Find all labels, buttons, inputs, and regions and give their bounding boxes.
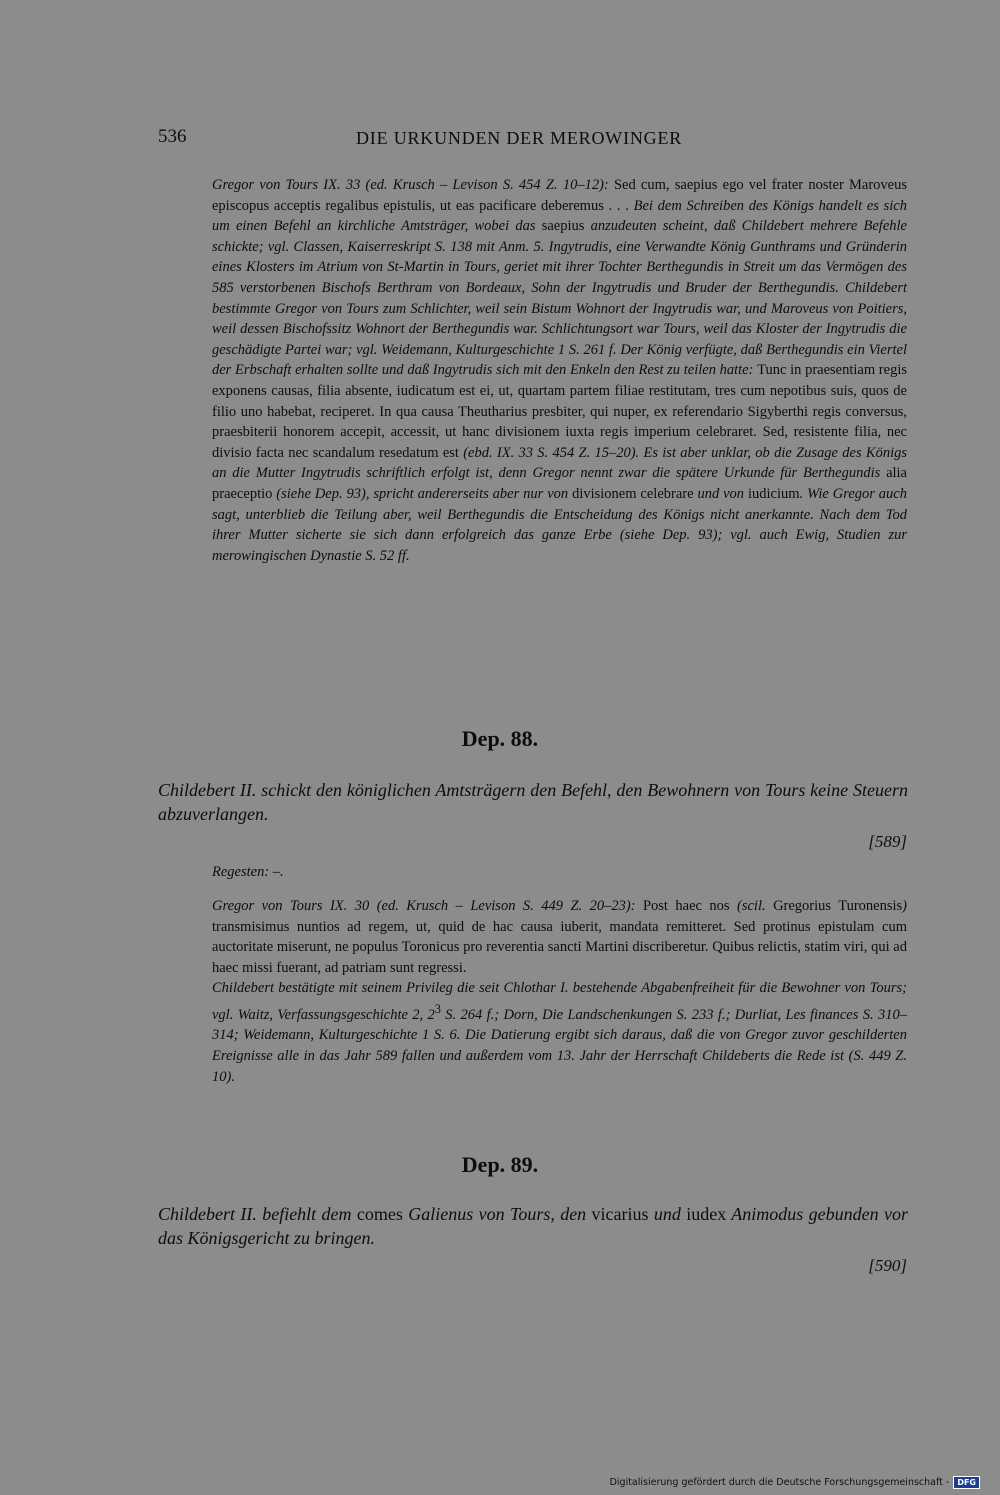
dep89.summary-run: Animodus gebunden vor das Königsgericht zu bringen. (158, 1204, 909, 1248)
running-head: DIE URKUNDEN DER MEROWINGER (356, 128, 683, 148)
dep-88-date: [589] (868, 832, 907, 851)
dep88.commentary-run: transmisimus nuntios ad regem, ut, quid de hac causa iuberit, mandata remitteret. Sed protinus epistulam cum auctoritate miserunt, ne populus Toronicus pro reverentia sancti Martini discriberetur. Quibus relictis, statim viri, qui ad haec missi fuerant, ad patriam sunt regressi. (212, 918, 907, 976)
dep88.commentary-run: 3 (434, 1001, 441, 1016)
dep-88-title: Dep. 88. (461, 726, 539, 751)
footer-text: Digitalisierung gefördert durch die Deutsche Forschungsgemeinschaft - (609, 1477, 950, 1488)
commentary-block-dep88 (212, 896, 907, 1087)
dep89.summary-run: comes (356, 1204, 403, 1224)
top_block-run: divisionem celebrare (572, 485, 694, 502)
dep88.commentary-run: Gregorius Turonensis (773, 898, 903, 914)
top_block-run: Tunc in praesentiam regis exponens causas, filia absente, iudicatum est ei, ut, quartam partem filiae restitutam, tres cum nepotibus suis, quos de filio uno habebat, reciperet. In qua causa Theutharius presbiter, qui nuper, ex referendario Sigyberthi regis conversus, praesbiterii honorem accepit, accessit, ut hanc divisionem iuxta regis imperium celebraret. Sed, resistente filia, nec divisio facta nec scandalum resedatum est (212, 362, 907, 461)
top_block-run: Sed cum, saepius ego vel frater noster Maroveus episcopus acceptis regalibus epistulis, ut eas pacificare deberemus . . . (212, 177, 908, 214)
top_block-run: . Wie Gregor auch sagt, unterblieb die Teilung aber, weil Berthegundis die Entscheidung des Königs nicht anerkannte. Nach dem Tod ihrer Mutter sicherte sie sich dann erfolgreich das ganze Erbe (siehe Dep. 93); vgl. auch Ewig, Studien zur merowingischen Dynastie S. 52 ff. (212, 485, 907, 564)
top_block-run: iudicium (747, 485, 800, 502)
top_block-run: (siehe Dep. 93), spricht andererseits aber nur von (272, 485, 573, 502)
dep89.summary-run: iudex (686, 1204, 727, 1224)
top_block-run: saepius (541, 218, 585, 235)
footer (610, 1476, 980, 1489)
dep88.commentary-run: S. 264 f.; Dorn, Die Landschenkungen S. 233 f.; Durliat, Les finances S. 310–314; Weidemann, Kulturgeschichte 1 S. 6. Die Datierung ergibt sich daraus, daß die von Gregor zuvor geschilderten Ereignisse alle in das Jahr 589 fallen und außerdem vom 13. Jahr der Herrschaft Childeberts die Rede ist (S. 449 Z. 10). (212, 1006, 907, 1085)
dep-89-summary (158, 1202, 908, 1250)
commentary-paragraph (212, 896, 907, 1087)
dfg-logo: DFG (953, 1476, 980, 1489)
commentary-paragraph (212, 175, 907, 566)
dep89.summary-run: Childebert II. befiehlt dem (158, 1204, 357, 1224)
dep88.commentary-run: Post haec nos (642, 898, 738, 914)
dep-88-summary: Childebert II. schickt den königlichen Amtsträgern den Befehl, den Bewohnern von Tours keine Steuern abzuverlangen. (158, 780, 908, 824)
dep-89-date: [590] (868, 1256, 907, 1275)
dep-89-title: Dep. 89. (461, 1152, 539, 1177)
dep88.commentary-run: (scil. (737, 898, 774, 914)
top_block-run: anzudeuten scheint, daß Childebert mehrere Befehle schickte; vgl. Classen, Kaiserreskript S. 138 mit Anm. 5. Ingytrudis, eine Verwandte König Gunthrams und Gründerin eines Klosters im Atrium von St-Martin in Tours, geriet mit ihrer Tochter Berthegundis in Streit um das Vermögen des 585 verstorbenen Bischofs Berthram von Bordeaux, Sohn der Ingytrudis und Bruder der Berthegundis. Childebert bestimmte Gregor von Tours zum Schlichter, weil sein Bistum Wohnort der Ingytrudis war, und Maroveus von Poitiers, weil dessen Bischofssitz Wohnort der Berthegundis war. Schlichtungsort war Tours, weil das Kloster der Ingytrudis die geschädigte Partei war; vgl. Weidemann, Kulturgeschichte 1 S. 261 f. Der König verfügte, daß Berthegundis ein Viertel der Erbschaft erhalten sollte und daß Ingytrudis sich mit den Enkeln den Rest zu teilen hatte: (212, 218, 907, 379)
top_block-run: alia praeceptio (212, 465, 907, 502)
dep88.commentary-run: ) (902, 898, 908, 914)
dep-88-regesten: Regesten: –. (212, 864, 284, 880)
dep89.summary-run: Galienus von Tours, den (402, 1204, 592, 1224)
dep89.summary-run: vicarius (591, 1204, 649, 1224)
dep89.summary-run: und (648, 1204, 687, 1224)
dep88.commentary-run: Gregor von Tours IX. 30 (ed. Krusch – Levison S. 449 Z. 20–23): (212, 898, 643, 914)
dep88.commentary-run: Childebert bestätigte mit seinem Privileg die seit Chlothar I. bestehende Abgabenfreiheit für die Bewohner von Tours; vgl. Waitz, Verfassungsgeschichte 2, 2 (212, 980, 907, 1023)
page-number: 536 (158, 126, 187, 147)
top_block-run: Gregor von Tours IX. 33 (ed. Krusch – Levison S. 454 Z. 10–12): (212, 177, 614, 193)
top_block-run: Bei dem Schreiben des Königs handelt es sich um einen Befehl an kirchliche Amtsträger, wobei das (212, 197, 907, 235)
commentary-block-dep87 (212, 175, 907, 566)
top_block-run: (ebd. IX. 33 S. 454 Z. 15–20). Es ist aber unklar, ob die Zusage des Königs an die Mutter Ingytrudis schriftlich erfolgt ist, denn Gregor nennt zwar die spätere Urkunde für Berthegundis (212, 444, 907, 482)
top_block-run: und von (693, 485, 748, 502)
